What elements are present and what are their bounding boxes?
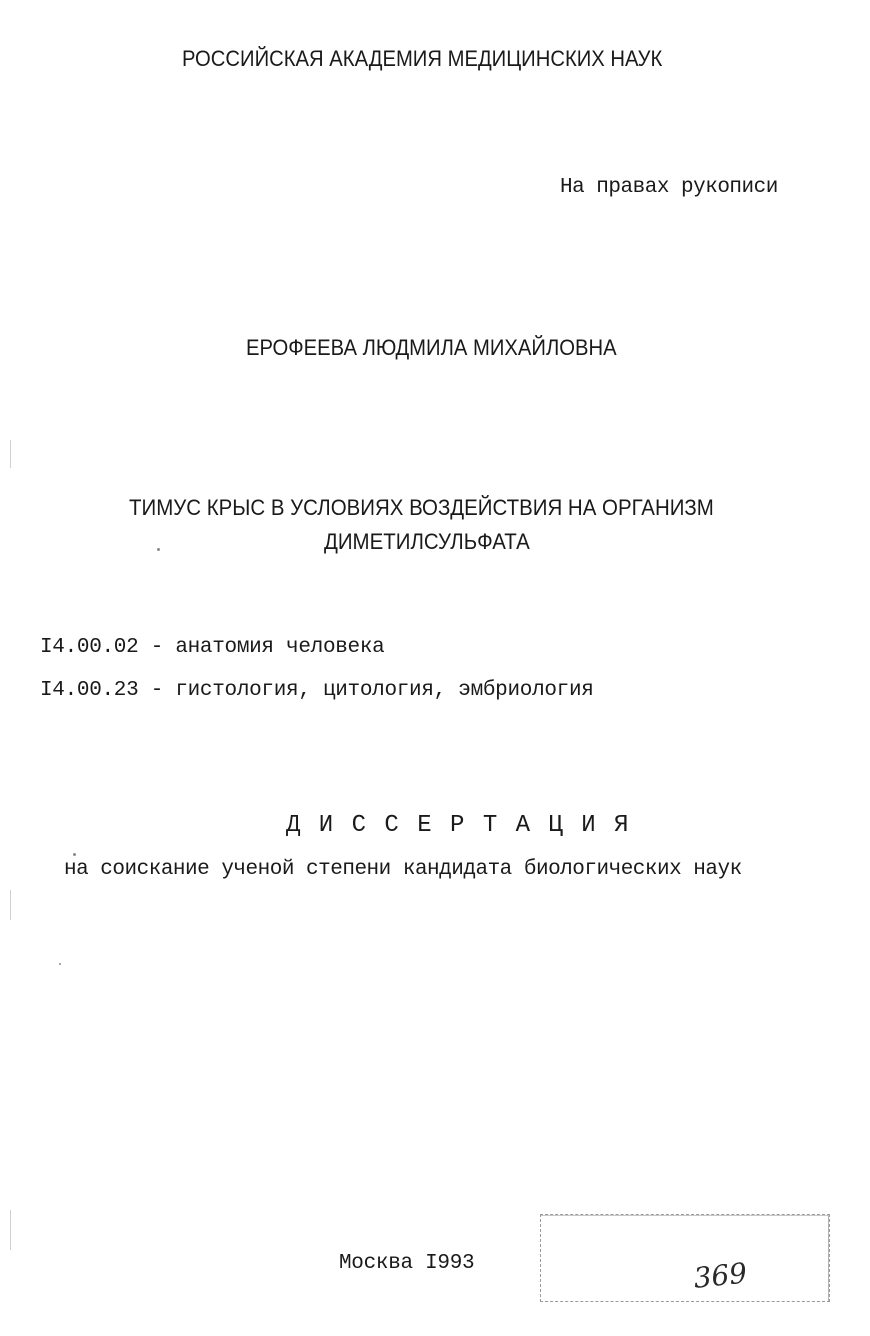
scan-speck <box>73 853 76 856</box>
scan-speck <box>59 963 61 965</box>
specialty-code-1: I4.00.02 - анатомия человека <box>40 636 385 659</box>
scan-edge-mark <box>10 890 11 920</box>
document-type-heading: Д И С С Е Р Т А Ц И Я <box>286 812 631 839</box>
city-and-year: Москва I993 <box>339 1252 475 1275</box>
handwritten-inventory-number: 369 <box>692 1256 749 1295</box>
specialty-code-2: I4.00.23 - гистология, цитология, эмбриология <box>40 679 594 702</box>
dissertation-title-line-1: ТИМУС КРЫС В УСЛОВИЯХ ВОЗДЕЙСТВИЯ НА ОРГАНИЗМ <box>129 495 714 520</box>
scan-speck <box>157 548 160 551</box>
dissertation-title-line-2: ДИМЕТИЛСУЛЬФАТА <box>324 529 530 554</box>
author-name: ЕРОФЕЕВА ЛЮДМИЛА МИХАЙЛОВНА <box>246 335 617 360</box>
degree-purpose-line: на соискание ученой степени кандидата биологических наук <box>64 858 742 881</box>
scan-edge-mark <box>10 1210 11 1250</box>
scan-edge-mark <box>10 440 11 468</box>
institution-name: РОССИЙСКАЯ АКАДЕМИЯ МЕДИЦИНСКИХ НАУК <box>182 46 663 71</box>
library-stamp-box <box>540 1214 830 1302</box>
manuscript-rights-note: На правах рукописи <box>560 176 778 199</box>
